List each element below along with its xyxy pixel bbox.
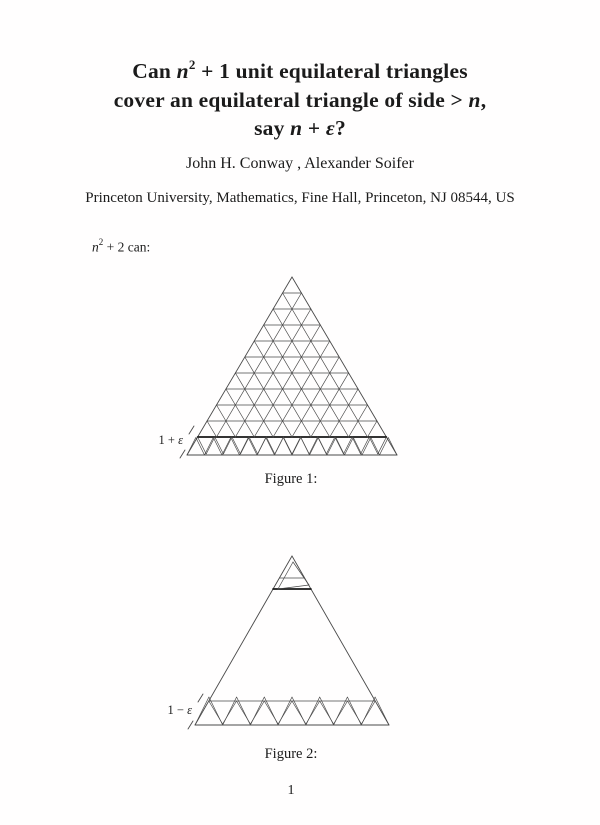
- figure-2-caption: Figure 2:: [264, 746, 318, 762]
- title-text: + 1 unit equilateral triangles: [195, 59, 468, 84]
- paper-title: [0, 52, 600, 143]
- title-text: cover an equilateral triangle of side >: [113, 87, 469, 112]
- title-line-3: [0, 114, 600, 143]
- math-n: n: [92, 239, 99, 255]
- title-text: ,: [480, 87, 487, 112]
- figure-2-canvas: [132, 548, 452, 743]
- title-line-1: [0, 52, 600, 86]
- math-n: n: [468, 87, 481, 112]
- page-number: 1: [287, 783, 295, 798]
- strip-side-length-label: 1 − ε: [167, 703, 192, 717]
- claim-text: + 2 can:: [103, 239, 151, 255]
- title-text: Can: [132, 59, 177, 84]
- authors-line: John H. Conway , Alexander Soifer: [186, 155, 414, 172]
- figure-1-caption: Figure 1:: [264, 471, 318, 487]
- math-superscript: 2: [188, 57, 196, 72]
- math-superscript: 2: [98, 237, 104, 247]
- title-text: ?: [334, 116, 346, 141]
- figure-1-canvas: [132, 267, 452, 467]
- claim-line: [92, 238, 150, 256]
- strip-side-length-label: 1 + ε: [158, 433, 183, 447]
- title-text: +: [302, 116, 326, 141]
- math-n: n: [290, 116, 303, 141]
- title-text: say: [254, 116, 291, 141]
- math-n: n: [176, 59, 189, 84]
- title-line-2: [0, 86, 600, 115]
- affiliation-line: Princeton University, Mathematics, Fine Hall, Princeton, NJ 08544, US: [85, 190, 515, 206]
- math-epsilon: ε: [325, 116, 335, 141]
